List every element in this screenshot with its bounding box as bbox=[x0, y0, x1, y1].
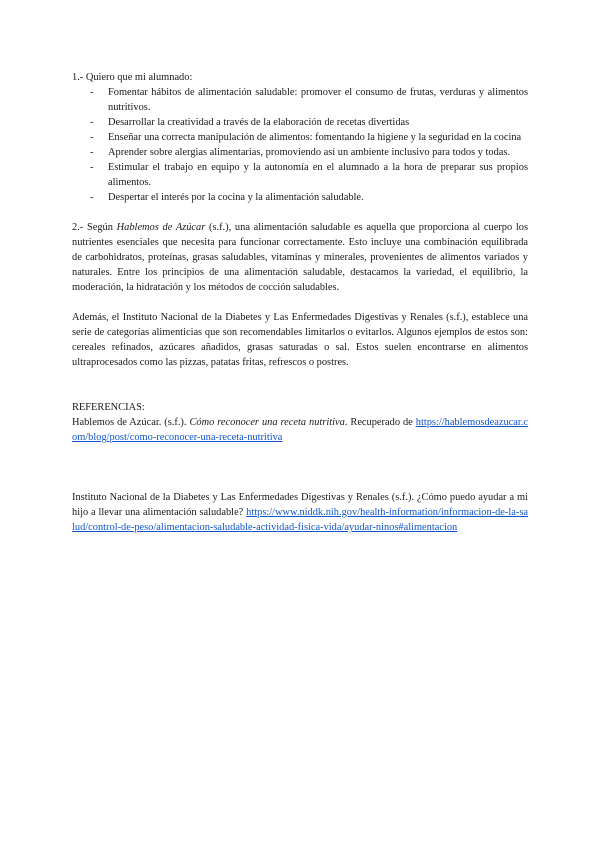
source-title: Hablemos de Azúcar bbox=[116, 222, 206, 233]
dash-bullet: - bbox=[90, 117, 94, 128]
reference-2: Instituto Nacional de la Diabetes y Las Enfermedades Digestivas y Renales (s.f.). ¿Cómo puedo ayudar a mi hijo a llevar una alimentación saludable? https://www.niddk.nih.gov/health-information/informacion-de-la-salud/control-de-peso/alimentacion-saludable-actividad-fisica-vida/ayudar-ninos#alimentacion bbox=[72, 492, 528, 533]
dash-bullet: - bbox=[90, 87, 94, 98]
dash-bullet: - bbox=[90, 192, 94, 203]
dash-bullet: - bbox=[90, 147, 94, 158]
list-item: - Aprender sobre alergias alimentarias, promoviendo así un ambiente inclusivo para todos y todas. bbox=[90, 147, 511, 158]
list-item: - Desarrollar la creatividad a través de la elaboración de recetas divertidas bbox=[90, 117, 410, 128]
list-item: - Fomentar hábitos de alimentación saludable: promover el consumo de frutas, verduras y alimentos nutritivos. bbox=[90, 87, 528, 113]
document-page bbox=[72, 70, 528, 535]
section-2-paragraph-1: 2.- Según Hablemos de Azúcar (s.f.), una alimentación saludable es aquella que proporciona al cuerpo los nutrientes esenciales que necesita para funcionar correctamente. Esto incluye una combinación equilibrada de carbohidratos, proteínas, grasas saludables, vitaminas y minerales, provenientes de alimentos variados y naturales. Entre los principios de una alimentación saludable, destacamos la variedad, el equilibrio, la moderación, la hidratación y los métodos de cocción saludables. bbox=[72, 222, 528, 293]
reference-1-link[interactable]: https://hablemosdeazucar.com/blog/post/como-reconocer-una-receta-nutritiva bbox=[72, 417, 528, 443]
section-2-paragraph-2: Además, el Instituto Nacional de la Diabetes y Las Enfermedades Digestivas y Renales (s.f.), establece una serie de categorías alimenticias que son recomendables limitarlos o evitarlos. Algunos ejemplos de estos son: cereales refinados, azúcares añadidos, grasas saturadas o sal. Estos suelen encontrarse en alimentos ultraprocesados como las pizzas, patatas fritas, refrescos o postres. bbox=[72, 312, 528, 368]
goals-list bbox=[72, 85, 528, 205]
list-item: - Estimular el trabajo en equipo y la autonomía en el alumnado a la hora de preparar sus propios alimentos. bbox=[90, 162, 528, 188]
reference-1: Hablemos de Azúcar. (s.f.). Cómo reconocer una receta nutritiva. Recuperado de https://hablemosdeazucar.com/blog/post/como-reconocer-una-receta-nutritiva bbox=[72, 417, 528, 443]
list-item: - Enseñar una correcta manipulación de alimentos: fomentando la higiene y la seguridad en la cocina bbox=[90, 132, 522, 143]
section-1-heading: 1.- Quiero que mi alumnado: bbox=[72, 72, 193, 83]
list-item: - Despertar el interés por la cocina y la alimentación saludable. bbox=[90, 192, 364, 203]
dash-bullet: - bbox=[90, 132, 94, 143]
references-heading: REFERENCIAS: bbox=[72, 402, 145, 413]
reference-2-link[interactable]: https://www.niddk.nih.gov/health-information/informacion-de-la-salud/control-de-peso/alimentacion-saludable-actividad-fisica-vida/ayudar-ninos#alimentacion bbox=[72, 507, 528, 533]
dash-bullet: - bbox=[90, 162, 94, 173]
